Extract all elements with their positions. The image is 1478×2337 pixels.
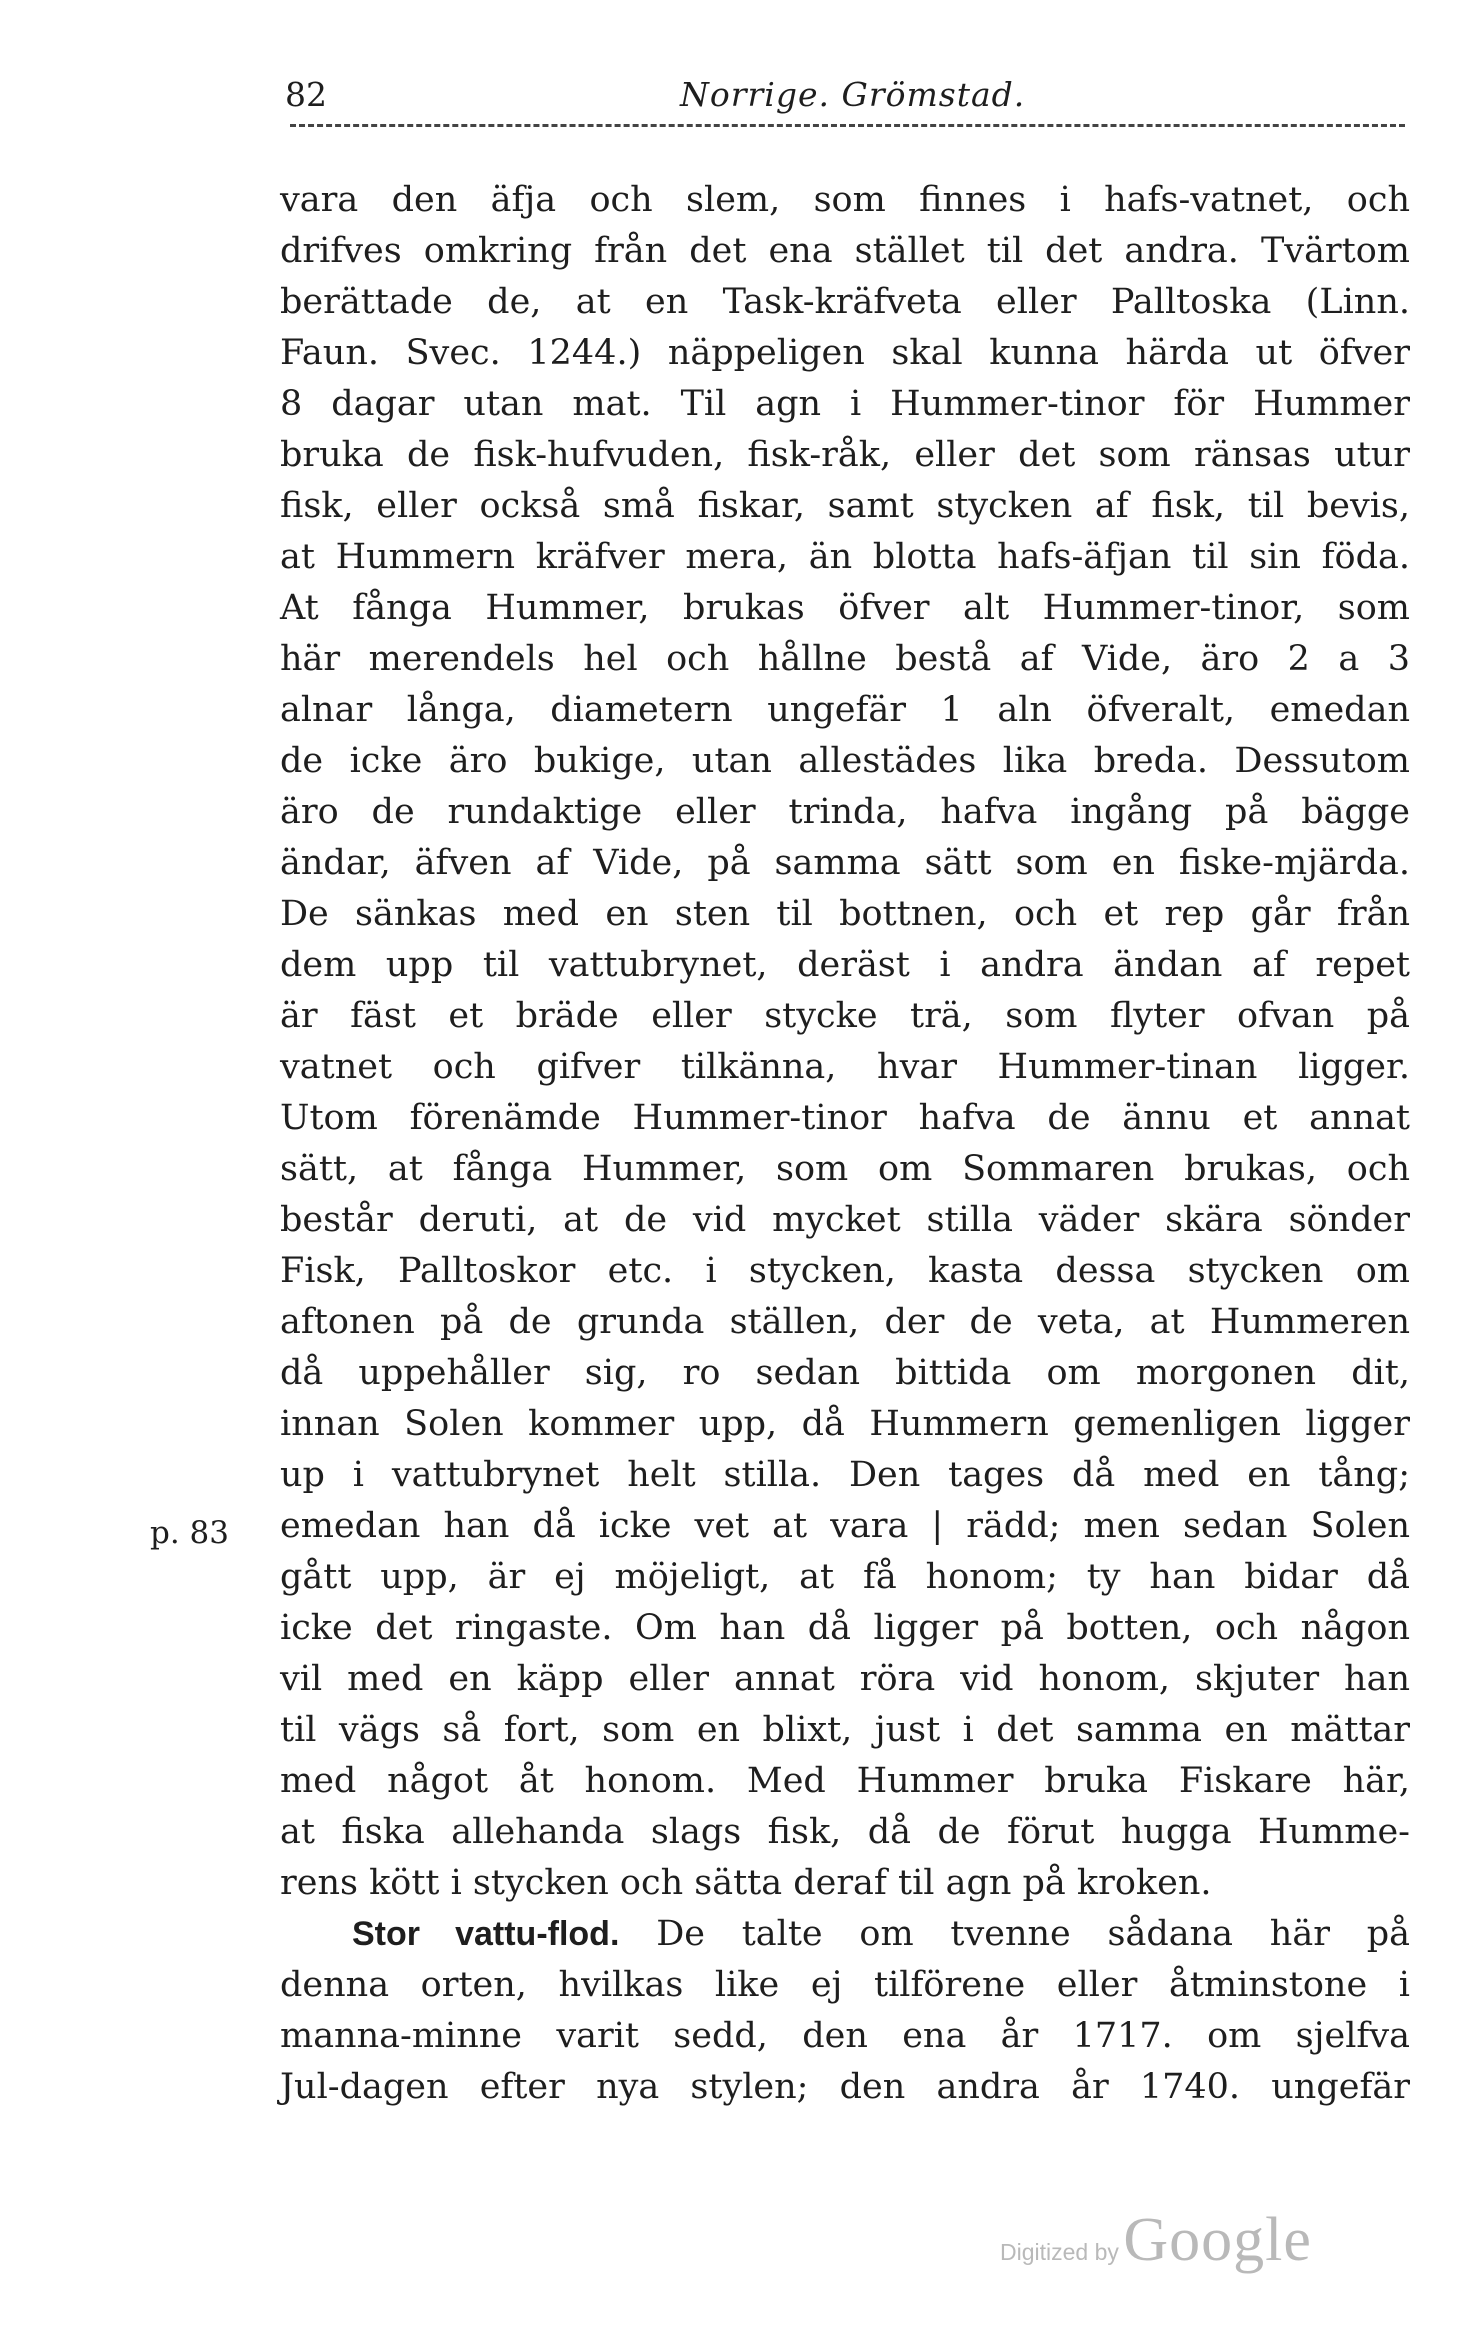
- page-number: 82: [285, 75, 327, 114]
- digitized-by-google-watermark: [1000, 2205, 1312, 2276]
- watermark-prefix: Digitized by: [1000, 2239, 1119, 2265]
- text-line: 8 dagar utan mat. Til agn i Hummer-tinor för Hummer: [280, 384, 1410, 424]
- text-line: Faun. Svec. 1244.) näppeligen skal kunna härda ut öfver: [280, 333, 1410, 373]
- text-line: de icke äro bukige, utan allestädes lika breda. Dessutom: [280, 741, 1410, 781]
- text-line: vara den äfja och slem, som finnes i hafs-vatnet, och: [280, 180, 1410, 220]
- section-heading: Stor vattu-flod.: [352, 1915, 620, 1953]
- text-line: til vägs så fort, som en blixt, just i det samma en mättar: [280, 1710, 1410, 1750]
- section-first-line: [280, 1909, 1410, 1960]
- section-first-line-text: De talte om tvenne sådana här på: [656, 1914, 1410, 1954]
- text-line: De sänkas med en sten til bottnen, och et rep går från: [280, 894, 1410, 934]
- text-line: denna orten, hvilkas like ej tilförene eller åtminstone i: [280, 1965, 1410, 2005]
- text-line: Fisk, Palltoskor etc. i stycken, kasta dessa stycken om: [280, 1251, 1410, 1291]
- text-line: up i vattubrynet helt stilla. Den tages då med en tång;: [280, 1455, 1410, 1495]
- text-line: sätt, at fånga Hummer, som om Sommaren brukas, och: [280, 1149, 1410, 1189]
- text-line: består deruti, at de vid mycket stilla väder skära sönder: [280, 1200, 1410, 1240]
- text-line: At fånga Hummer, brukas öfver alt Hummer-tinor, som: [280, 588, 1410, 628]
- text-line: med något åt honom. Med Hummer bruka Fiskare här,: [280, 1761, 1410, 1801]
- text-line: alnar långa, diametern ungefär 1 aln öfveralt, emedan: [280, 690, 1410, 730]
- google-wordmark: Google: [1123, 2206, 1312, 2274]
- running-head: Norrige. Grömstad.: [680, 75, 1026, 114]
- text-line: rens kött i stycken och sätta deraf til agn på kroken.: [280, 1863, 1212, 1903]
- text-line: är fäst et bräde eller stycke trä, som flyter ofvan på: [280, 996, 1410, 1036]
- text-line: manna-minne varit sedd, den ena år 1717. om sjelfva: [280, 2016, 1410, 2056]
- text-line: at Hummern kräfver mera, än blotta hafs-äfjan til sin föda.: [280, 537, 1410, 577]
- text-line: här merendels hel och hållne bestå af Vide, äro 2 a 3: [280, 639, 1410, 679]
- text-line: bruka de fisk-hufvuden, fisk-råk, eller det som ränsas utur: [280, 435, 1410, 475]
- text-line: vil med en käpp eller annat röra vid honom, skjuter han: [280, 1659, 1410, 1699]
- text-line: då uppehåller sig, ro sedan bittida om morgonen dit,: [280, 1353, 1410, 1393]
- text-line: drifves omkring från det ena stället til det andra. Tvärtom: [280, 231, 1410, 271]
- text-line: innan Solen kommer upp, då Hummern gemenligen ligger: [280, 1404, 1410, 1444]
- text-line: äro de rundaktige eller trinda, hafva ingång på bägge: [280, 792, 1410, 832]
- text-line: at fiska allehanda slags fisk, då de förut hugga Humme-: [280, 1812, 1410, 1852]
- text-line: emedan han då icke vet at vara | rädd; men sedan Solen: [280, 1506, 1410, 1546]
- text-line: aftonen på de grunda ställen, der de veta, at Hummeren: [280, 1302, 1410, 1342]
- text-line: dem upp til vattubrynet, deräst i andra ändan af repet: [280, 945, 1410, 985]
- text-line: berättade de, at en Task-kräfveta eller Palltoska (Linn.: [280, 282, 1410, 322]
- text-line: Jul-dagen efter nya stylen; den andra år 1740. ungefär: [280, 2067, 1410, 2107]
- header-rule: [290, 124, 1405, 127]
- text-line: gått upp, är ej möjeligt, at få honom; ty han bidar då: [280, 1557, 1410, 1597]
- margin-page-reference: p. 83: [150, 1515, 229, 1551]
- text-line: ändar, äfven af Vide, på samma sätt som en fiske-mjärda.: [280, 843, 1410, 883]
- text-line: fisk, eller också små fiskar, samt stycken af fisk, til bevis,: [280, 486, 1410, 526]
- text-line: vatnet och gifver tilkänna, hvar Hummer-tinan ligger.: [280, 1047, 1410, 1087]
- text-line: icke det ringaste. Om han då ligger på botten, och någon: [280, 1608, 1410, 1648]
- body-text: [280, 175, 1410, 2113]
- text-line: Utom förenämde Hummer-tinor hafva de ännu et annat: [280, 1098, 1410, 1138]
